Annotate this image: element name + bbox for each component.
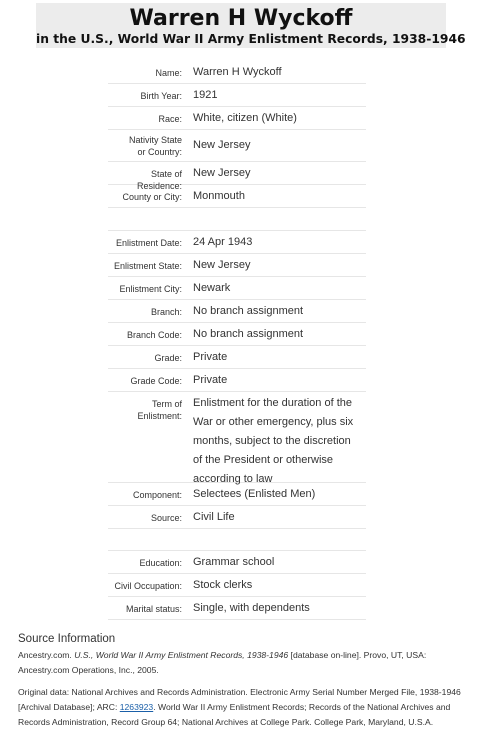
citation-prefix: Ancestry.com. — [18, 650, 75, 660]
field-row-name — [108, 61, 366, 84]
field-value: White, citizen (White) — [193, 112, 297, 124]
field-row-branch — [108, 300, 366, 323]
field-row-enlistment-city — [108, 277, 366, 300]
field-value: Warren H Wyckoff — [193, 66, 282, 78]
field-row-nativity — [108, 130, 366, 162]
field-row-education — [108, 551, 366, 574]
citation-suffix: [database on-line]. Provo, UT, USA: Ancestry.com Operations, Inc., 2005. — [18, 650, 427, 675]
citation-database-title: U.S., World War II Army Enlistment Records, 1938-1946 — [74, 650, 289, 660]
field-value: Newark — [193, 282, 231, 294]
field-value: No branch assignment — [193, 305, 304, 317]
field-value: Single, with dependents — [193, 602, 310, 614]
field-label: Branch Code: — [126, 330, 182, 340]
field-label: Grade: — [154, 353, 182, 363]
field-row-civil-occupation — [108, 574, 366, 597]
source-information — [18, 631, 474, 730]
field-value: No branch assignment — [193, 328, 304, 340]
field-label: Grade Code: — [130, 376, 182, 386]
field-value: Private — [193, 374, 228, 386]
field-row-enlistment-state — [108, 254, 366, 277]
field-value: Selectees (Enlisted Men) — [193, 488, 316, 500]
person-name: Warren H Wyckoff — [129, 6, 353, 31]
field-value: 1921 — [193, 89, 218, 101]
arc-link[interactable]: 1263923 — [119, 702, 154, 712]
field-value: Private — [193, 351, 228, 363]
field-row-source — [108, 506, 366, 529]
field-label: Birth Year: — [140, 91, 182, 101]
field-value: 24 Apr 1943 — [193, 236, 253, 248]
field-label — [108, 208, 184, 230]
field-label: Name: — [155, 68, 182, 78]
field-value: Enlistment for the duration of the War or other emergency, plus six months, subject to the discretion of the President or otherwise according to law — [193, 397, 354, 485]
collection-title: in the U.S., World War II Army Enlistment Records, 1938-1946 — [36, 32, 466, 46]
field-label: Enlistment Date: — [115, 238, 182, 248]
field-value: Stock clerks — [193, 579, 253, 591]
field-label: County or City: — [122, 192, 182, 202]
field-row-county — [108, 185, 366, 208]
field-label: Component: — [132, 490, 182, 500]
record-header — [36, 3, 466, 48]
field-label: Source: — [150, 513, 182, 523]
field-row-birth-year — [108, 84, 366, 107]
field-label: Marital status: — [125, 604, 182, 614]
field-label: Civil Occupation: — [114, 581, 182, 591]
field-label: Education: — [139, 558, 182, 568]
field-row-grade — [108, 346, 366, 369]
field-row-grade-code — [108, 369, 366, 392]
original-data-suffix: . World War II Army Enlistment Records; Records of the National Archives and Records Administration, Record Group 64; National Archives at College Park. College Park, Maryland, U.S.A. — [18, 702, 451, 727]
field-label: Enlistment City: — [119, 284, 182, 294]
field-label: Branch: — [150, 307, 182, 317]
field-row-race — [108, 107, 366, 130]
field-value: Grammar school — [193, 556, 275, 568]
field-value — [184, 529, 366, 550]
field-value — [184, 208, 366, 230]
field-row-marital-status — [108, 597, 366, 620]
field-label: Term of Enlistment: — [137, 399, 182, 421]
field-label: Nativity State or Country: — [128, 135, 182, 157]
field-row-enlistment-date — [108, 231, 366, 254]
field-row-spacer — [108, 529, 366, 551]
original-data-note — [18, 685, 474, 730]
field-row-branch-code — [108, 323, 366, 346]
field-value: New Jersey — [193, 167, 251, 179]
source-information-title: Source Information — [18, 633, 116, 645]
source-citation — [18, 648, 474, 678]
field-label: State of Residence: — [136, 169, 182, 191]
field-row-component — [108, 483, 366, 506]
field-row-state-residence — [108, 162, 366, 191]
field-label: Race: — [158, 114, 182, 124]
field-label — [108, 529, 184, 550]
field-label: Enlistment State: — [113, 261, 182, 271]
record-fields-table — [108, 61, 366, 620]
field-value: New Jersey — [193, 259, 251, 271]
field-row-spacer — [108, 208, 366, 231]
field-row-term-of-enlistment — [108, 392, 366, 483]
original-data-prefix: Original data: National Archives and Records Administration. Electronic Army Serial Number Merged File, 1938-1946 [Archival Database]; ARC: — [18, 687, 461, 712]
field-value: Monmouth — [193, 190, 245, 202]
field-value: Civil Life — [193, 511, 235, 523]
field-value: New Jersey — [193, 139, 251, 151]
